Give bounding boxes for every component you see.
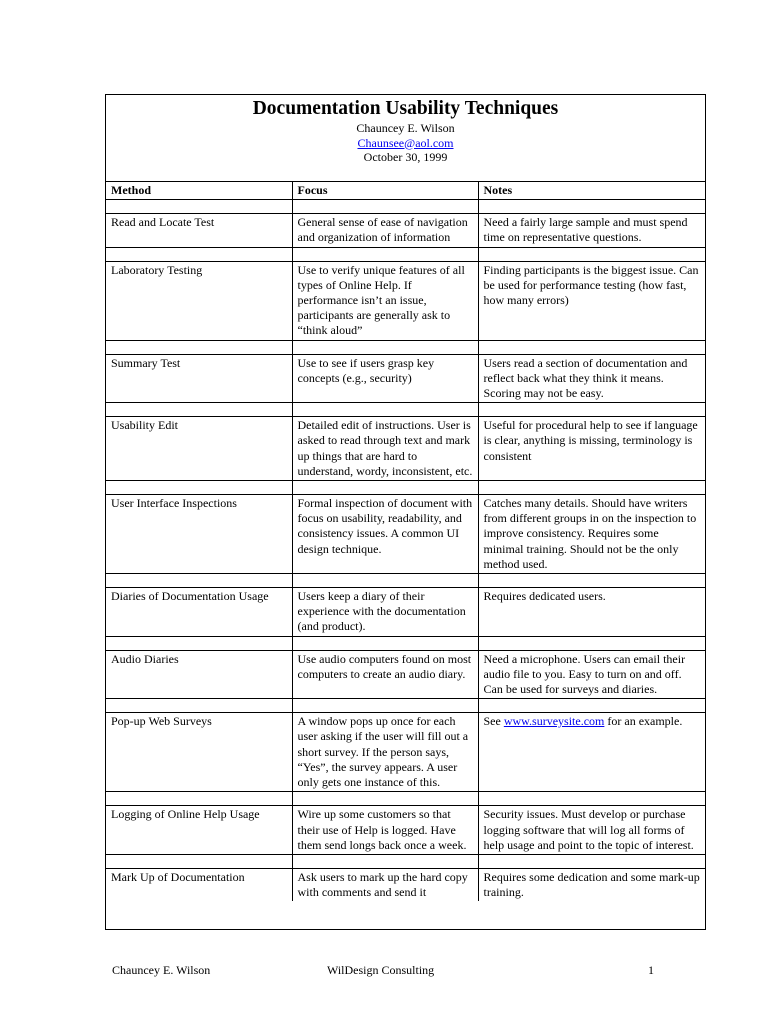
table-header-row: [106, 182, 705, 200]
page-footer: [0, 963, 768, 979]
author-email-link[interactable]: Chaunsee@aol.com: [357, 135, 454, 150]
notes-cell: Finding participants is the biggest issue. Can be used for performance testing (how fast, how many errors): [478, 261, 705, 340]
table-row: [106, 868, 705, 901]
spacer-row: [106, 792, 705, 806]
notes-prefix: See: [483, 714, 504, 729]
table-row: [106, 806, 705, 855]
method-cell: Laboratory Testing: [106, 261, 292, 340]
column-header-notes: Notes: [478, 182, 705, 200]
author-name: Chauncey E. Wilson: [356, 121, 455, 135]
spacer-row: [106, 699, 705, 713]
document-header: [106, 95, 705, 181]
method-cell: Pop-up Web Surveys: [106, 713, 292, 792]
spacer-row: [106, 340, 705, 354]
spacer-row: [106, 403, 705, 417]
spacer-row: [106, 854, 705, 868]
focus-cell: Users keep a diary of their experience with the documentation (and product).: [292, 588, 478, 637]
notes-cell: Users read a section of documentation and reflect back what they think it means. Scoring may not be easy.: [478, 354, 705, 403]
focus-cell: Use audio computers found on most computers to create an audio diary.: [292, 650, 478, 699]
method-cell: Diaries of Documentation Usage: [106, 588, 292, 637]
spacer-row: [106, 200, 705, 214]
document-box: [105, 94, 706, 930]
spacer-row: [106, 636, 705, 650]
method-cell: Read and Locate Test: [106, 214, 292, 247]
focus-cell: Use to see if users grasp key concepts (e.g., security): [292, 354, 478, 403]
notes-cell: Catches many details. Should have writers from different groups in on the inspection to improve consistency. Requires some minimal training. Should not be the only method used.: [478, 495, 705, 574]
spacer-row: [106, 247, 705, 261]
surveysite-link[interactable]: www.surveysite.com: [503, 714, 605, 729]
notes-cell: [478, 713, 705, 792]
method-cell: Summary Test: [106, 354, 292, 403]
table-row: [106, 495, 705, 574]
column-header-method: Method: [106, 182, 292, 200]
notes-suffix: for an example.: [604, 714, 683, 729]
method-cell: User Interface Inspections: [106, 495, 292, 574]
table-row: [106, 713, 705, 792]
focus-cell: A window pops up once for each user asking if the user will fill out a short survey. If the person says, “Yes”, the survey appears. A user only gets one instance of this.: [292, 713, 478, 792]
notes-cell: Need a fairly large sample and must spend time on representative questions.: [478, 214, 705, 247]
method-cell: Usability Edit: [106, 417, 292, 481]
notes-cell: Useful for procedural help to see if language is clear, anything is missing, terminology is consistent: [478, 417, 705, 481]
focus-cell: Formal inspection of document with focus on usability, readability, and consistency issues. A common UI design technique.: [292, 495, 478, 574]
notes-cell: Need a microphone. Users can email their audio file to you. Easy to turn on and off. Can be used for surveys and diaries.: [478, 650, 705, 699]
notes-cell: Requires dedicated users.: [478, 588, 705, 637]
column-header-focus: Focus: [292, 182, 478, 200]
document-date: October 30, 1999: [363, 150, 448, 164]
focus-cell: Use to verify unique features of all types of Online Help. If performance isn’t an issue, participants are generally ask to “think aloud”: [292, 261, 478, 340]
table-row: [106, 354, 705, 403]
method-cell: Mark Up of Documentation: [106, 868, 292, 901]
techniques-table: [106, 181, 705, 901]
footer-page-number: 1: [648, 963, 654, 977]
footer-company: WilDesign Consulting: [327, 963, 435, 977]
spacer-row: [106, 481, 705, 495]
table-row: [106, 261, 705, 340]
focus-cell: Detailed edit of instructions. User is asked to read through text and mark up things that are hard to understand, wordy, inconsistent, etc.: [292, 417, 478, 481]
method-cell: Logging of Online Help Usage: [106, 806, 292, 855]
notes-cell: Security issues. Must develop or purchase logging software that will log all forms of help usage and point to the topic of interest.: [478, 806, 705, 855]
notes-cell: Requires some dedication and some mark-up training.: [478, 868, 705, 901]
table-row: [106, 417, 705, 481]
focus-cell: Wire up some customers so that their use of Help is logged. Have them send longs back once a week.: [292, 806, 478, 855]
focus-cell: Ask users to mark up the hard copy with comments and send it: [292, 868, 478, 901]
focus-cell: General sense of ease of navigation and organization of information: [292, 214, 478, 247]
table-row: [106, 214, 705, 247]
method-cell: Audio Diaries: [106, 650, 292, 699]
table-row: [106, 588, 705, 637]
document-title: Documentation Usability Techniques: [252, 98, 559, 119]
footer-author: Chauncey E. Wilson: [112, 963, 211, 977]
table-row: [106, 650, 705, 699]
spacer-row: [106, 574, 705, 588]
